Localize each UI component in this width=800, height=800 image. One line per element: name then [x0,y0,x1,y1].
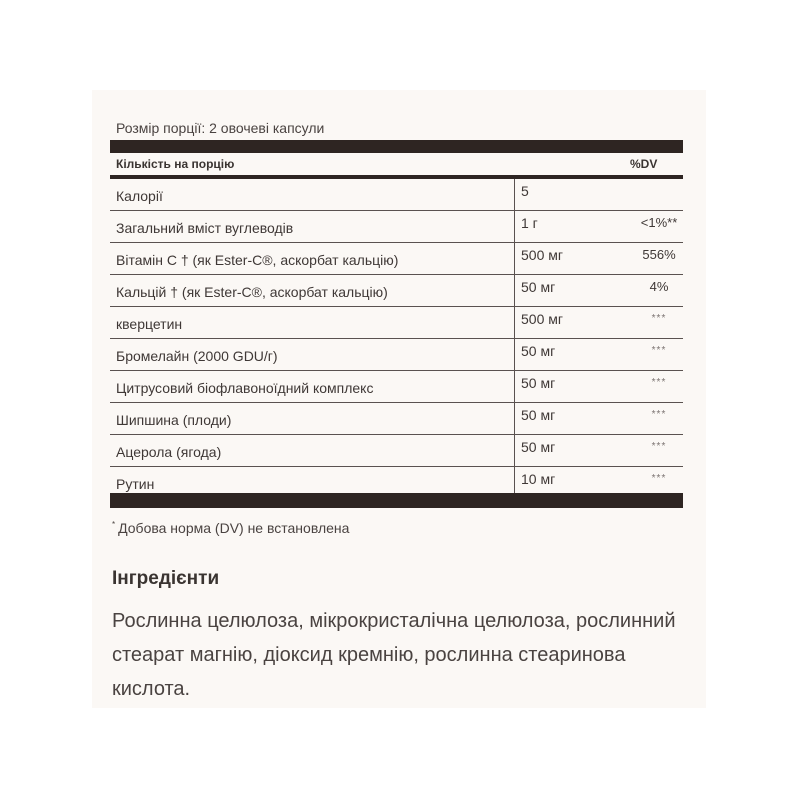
amount-per-serving-label: Кількість на порцію [116,157,235,171]
nutrient-amount: 5 [514,179,624,210]
table-row [110,403,683,435]
nutrient-name: Калорії [116,188,163,204]
table-row [110,275,683,307]
nutrient-dv: *** [651,313,667,324]
footnote-text: Добова норма (DV) не встановлена [118,520,350,536]
nutrient-amount: 500 мг [514,307,624,338]
top-divider-bar [110,140,683,153]
nutrient-name: Кальцій † (як Ester-C®, аскорбат кальцію) [116,284,388,300]
nutrient-dv: *** [651,441,667,452]
nutrient-name: Ацерола (ягода) [116,444,222,460]
nutrient-name: кверцетин [116,316,183,332]
nutrient-dv: <1%** [640,215,678,230]
ingredients-text: Рослинна целюлоза, мікрокристалічна целюлоза, рослинний стеарат магнію, діоксид кремнію, рослинна стеаринова кислота. [112,610,676,700]
nutrient-dv: 4% [649,279,669,294]
table-row [110,307,683,339]
daily-value-label: %DV [630,157,658,171]
table-row [110,243,683,275]
table-row [110,339,683,371]
table-row [110,435,683,467]
nutrient-amount: 500 мг [514,243,624,274]
nutrient-amount: 50 мг [514,435,624,466]
supplement-facts-card [92,90,706,708]
nutrient-name: Бромелайн (2000 GDU/г) [116,348,278,364]
nutrient-name: Шипшина (плоди) [116,412,232,428]
nutrient-amount: 50 мг [514,403,624,434]
table-header [110,153,683,179]
footnote-mark: * [112,520,116,529]
bottom-divider-bar [110,493,683,508]
nutrient-amount: 50 мг [514,371,624,402]
nutrient-table [110,179,683,498]
nutrient-name: Рутин [116,476,155,492]
nutrient-dv: *** [651,377,667,388]
nutrient-name: Вітамін C † (як Ester-C®, аскорбат кальцію) [116,252,399,268]
nutrient-dv: 556% [642,247,676,262]
nutrient-dv: *** [651,345,667,356]
nutrient-amount: 50 мг [514,339,624,370]
ingredients-title: Інгредієнти [112,568,220,589]
table-row [110,179,683,211]
nutrient-amount: 10 мг [514,467,624,498]
nutrient-amount: 1 г [514,211,624,242]
table-row [110,371,683,403]
table-row [110,211,683,243]
nutrient-name: Загальний вміст вуглеводів [116,220,294,236]
nutrient-amount: 50 мг [514,275,624,306]
nutrient-dv: *** [651,473,667,484]
nutrient-name: Цитрусовий біофлавоноїдний комплекс [116,380,374,396]
serving-size: Розмір порції: 2 овочеві капсули [116,120,325,136]
footnote [112,520,349,536]
nutrient-dv: *** [651,409,667,420]
